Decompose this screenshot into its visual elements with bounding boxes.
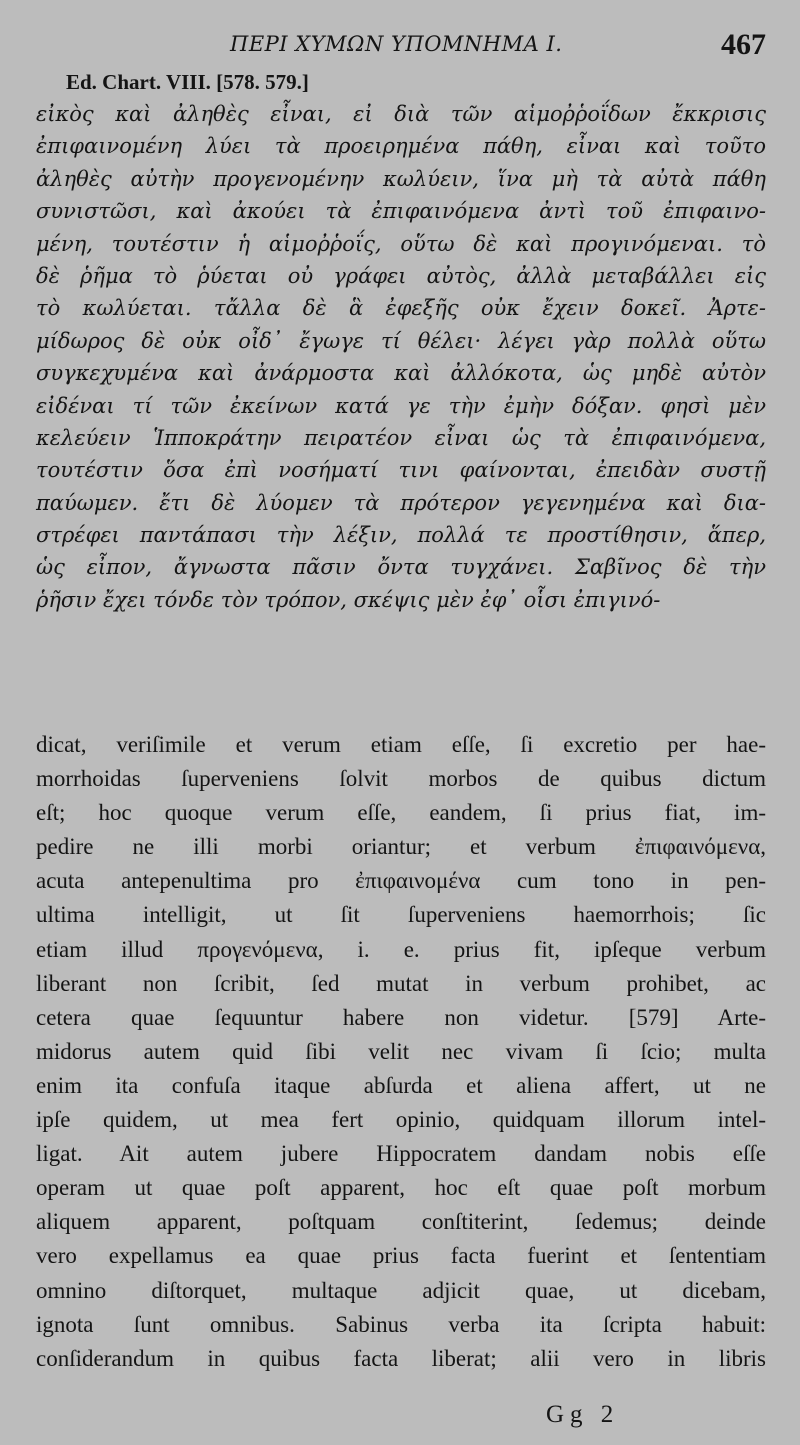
- latin-line: ultima intelligit, ut ſit ſuperveniens haemorrhois; ſic: [36, 902, 766, 928]
- greek-line: ὡς εἶπον, ἄγνωστα πᾶσιν ὄντα τυγχάνει. Σαβῖνος δὲ τὴν: [36, 555, 766, 580]
- latin-line: omnino diſtorquet, multaque adjicit quae, ut dicebam,: [36, 1277, 766, 1303]
- latin-line: morrhoidas ſuperveniens ſolvit morbos de quibus dictum: [36, 766, 766, 792]
- page-number: 467: [721, 28, 766, 61]
- greek-line: στρέφει παντάπασι τὴν λέξιν, πολλά τε προστίθησιν, ἅπερ,: [36, 523, 766, 548]
- greek-line: ῥῆσιν ἔχει τόνδε τὸν τρόπον, σκέψις μὲν ἐφ᾽ οἷσι ἐπιγινό-: [36, 587, 661, 612]
- greek-line: τουτέστιν ὅσα ἐπὶ νοσήματί τινι φαίνονται, ἐπειδὰν συστῇ: [36, 458, 766, 483]
- greek-line: μένη, τουτέστιν ἡ αἱμοῤῥοΐς, οὕτω δὲ καὶ προγινόμεναι. τὸ: [36, 231, 766, 256]
- latin-line: ligat. Ait autem jubere Hippocratem dandam nobis eſſe: [36, 1141, 766, 1167]
- latin-line: operam ut quae poſt apparent, hoc eſt quae poſt morbum: [36, 1175, 766, 1201]
- latin-text-block: [36, 728, 766, 1376]
- latin-line: dicat, veriſimile et verum etiam eſſe, ſi excretio per hae-: [36, 732, 766, 757]
- latin-line: ipſe quidem, ut mea fert opinio, quidquam illorum intel-: [36, 1107, 766, 1133]
- greek-line: συνιστῶσι, καὶ ἀκούει τὰ ἐπιφαινόμενα ἀντὶ τοῦ ἐπιφαινο-: [36, 199, 766, 224]
- running-head: [0, 28, 800, 68]
- edition-reference: Ed. Chart. VIII. [578. 579.]: [66, 70, 309, 94]
- running-title: ΠΕΡΙ ΧΥΜΩΝ ΥΠΟΜΝΗΜΑ Ι.: [230, 32, 563, 56]
- latin-line: enim ita confuſa itaque abſurda et aliena affert, ut ne: [36, 1072, 766, 1098]
- greek-line: συγκεχυμένα καὶ ἀνάρμοστα καὶ ἀλλόκοτα, ὡς μηδὲ αὐτὸν: [36, 361, 766, 386]
- signature-mark: Gg 2: [546, 1401, 620, 1428]
- latin-line: vero expellamus ea quae prius facta fuerint et ſententiam: [36, 1243, 766, 1269]
- greek-line: δὲ ῥῆμα τὸ ῥύεται οὐ γράφει αὐτὸς, ἀλλὰ μεταβάλλει εἰς: [36, 263, 766, 288]
- greek-line: εἰδέναι τί τῶν ἐκείνων κατά γε τὴν ἐμὴν δόξαν. φησὶ μὲν: [36, 393, 766, 418]
- latin-line: aliquem apparent, poſtquam conſtiterint, ſedemus; deinde: [36, 1209, 766, 1235]
- greek-line: παύωμεν. ἔτι δὲ λύομεν τὰ πρότερον γεγενημένα καὶ δια-: [36, 490, 766, 515]
- greek-text-block: [36, 98, 766, 616]
- latin-line: ignota ſunt omnibus. Sabinus verba ita ſcripta habuit:: [36, 1311, 766, 1337]
- latin-line: etiam illud προγενόμενα, i. e. prius fit, ipſeque verbum: [36, 936, 766, 962]
- latin-line: cetera quae ſequuntur habere non videtur. [579] Arte-: [36, 1004, 766, 1030]
- greek-line: μίδωρος δὲ οὐκ οἶδ᾽ ἔγωγε τί θέλει· λέγει γὰρ πολλὰ οὕτω: [36, 328, 766, 353]
- latin-line: midorus autem quid ſibi velit nec vivam ſi ſcio; multa: [36, 1038, 766, 1064]
- greek-line: τὸ κωλύεται. τἄλλα δὲ ἃ ἐφεξῆς οὐκ ἔχειν δοκεῖ. Ἀρτε-: [36, 296, 766, 321]
- greek-line: ἐπιφαινομένη λύει τὰ προειρημένα πάθη, εἶναι καὶ τοῦτο: [36, 134, 766, 159]
- greek-line: ἀληθὲς αὐτὴν προγενομένην κωλύειν, ἵνα μὴ τὰ αὐτὰ πάθη: [36, 166, 766, 191]
- latin-line: eſt; hoc quoque verum eſſe, eandem, ſi prius fiat, im-: [36, 800, 766, 826]
- latin-line: liberant non ſcribit, ſed mutat in verbum prohibet, ac: [36, 970, 766, 996]
- greek-line: εἰκὸς καὶ ἀληθὲς εἶναι, εἰ διὰ τῶν αἱμοῤῥοΐδων ἔκκρισις: [36, 102, 766, 126]
- latin-line: conſiderandum in quibus facta liberat; alii vero in libris: [36, 1345, 766, 1371]
- latin-line: acuta antepenultima pro ἐπιφαινομένα cum tono in pen-: [36, 868, 766, 894]
- latin-line: pedire ne illi morbi oriantur; et verbum ἐπιφαινόμενα,: [36, 834, 766, 860]
- greek-line: κελεύειν Ἱπποκράτην πειρατέον εἶναι ὡς τὰ ἐπιφαινόμενα,: [36, 425, 766, 450]
